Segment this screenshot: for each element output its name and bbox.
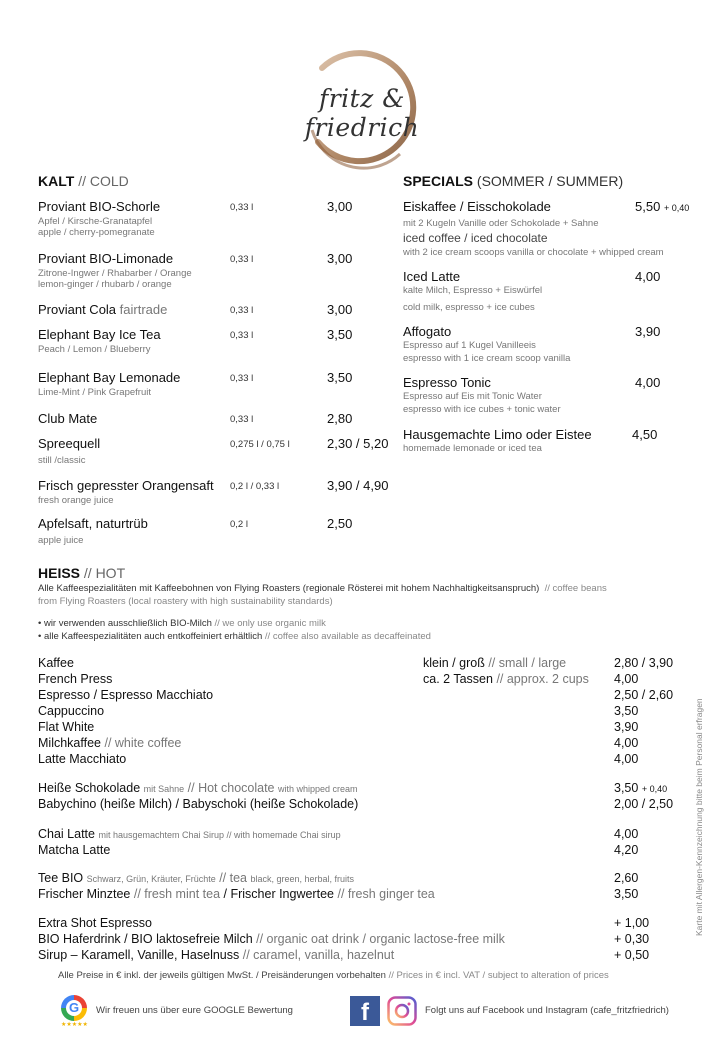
heiss-schoko-row: Heiße Schokolade mit Sahne // Hot chocolate with whipped cream: [38, 781, 358, 795]
social-text: Folgt uns auf Facebook und Instagram (cafe_fritzfriedrich): [425, 1005, 669, 1016]
kalt-item-price: 2,80: [327, 411, 353, 426]
kalt-item-volume: 0,33 l: [230, 202, 254, 213]
coffee-item-name: Latte Macchiato: [38, 752, 127, 766]
kalt-item-name: Frisch gepresster Orangensaft: [38, 478, 214, 493]
special-icedlatte-name: Iced Latte: [403, 269, 461, 284]
kalt-item-sub: fresh orange juice: [38, 495, 114, 506]
coffee-item-name: Flat White: [38, 720, 95, 734]
heiss-title-en: // HOT: [83, 565, 126, 581]
coffee-item-price: 4,00: [614, 736, 639, 750]
kalt-item-price: 3,00: [327, 251, 353, 266]
coffee-item-price: 2,50 / 2,60: [614, 688, 674, 702]
heiss-chai-row: Chai Latte mit hausgemachtem Chai Sirup // with homemade Chai sirup: [38, 827, 341, 841]
heiss-baby-price: 2,00 / 2,50: [614, 797, 674, 811]
kalt-item-sub: Peach / Lemon / Blueberry: [38, 344, 151, 355]
kalt-item-name: Proviant Cola fairtrade: [38, 302, 168, 317]
kalt-item-price: 3,00: [327, 302, 353, 317]
logo: [282, 42, 442, 170]
heiss-tee-row: Tee BIO Schwarz, Grün, Kräuter, Früchte // tea black, green, herbal, fruits: [38, 871, 355, 885]
kalt-item-volume: 0,33 l: [230, 373, 254, 384]
kalt-item-sub: Apfel / Kirsche-Granatapfel: [38, 216, 153, 227]
coffee-item-name: Cappuccino: [38, 704, 105, 718]
kalt-item-volume: 0,33 l: [230, 254, 254, 265]
coffee-item-price: 3,50: [614, 704, 639, 718]
special-eiskaffee-price: 5,50 + 0,40: [635, 199, 690, 214]
heiss-minz-price: 3,50: [614, 887, 639, 901]
kalt-item-name: Proviant BIO-Schorle: [38, 199, 161, 214]
special-affogato-sub2: espresso with 1 ice cream scoop vanilla: [403, 353, 571, 364]
kalt-item-name: Proviant BIO-Limonade: [38, 251, 174, 266]
heiss-intro-line1: Alle Kaffeespezialitäten mit Kaffeebohnen von Flying Roasters (regionale Rösterei mit hohem Nachhaltigkeitsanspruch) // coffee beans: [38, 583, 607, 594]
special-eiskaffee-sub2: with 2 ice cream scoops vanilla or chocolate + whipped cream: [403, 247, 664, 258]
extra-item-price: + 0,50: [614, 948, 650, 962]
allergen-side-note: Karte mit Allergen-Kennzeichnung bitte beim Personal erfragen: [694, 698, 704, 936]
special-icedlatte-sub1: kalte Milch, Espresso + Eiswürfel: [403, 285, 543, 296]
heiss-matcha-price: 4,20: [614, 843, 639, 857]
kalt-title: KALT: [38, 173, 75, 189]
kalt-item-price: 3,50: [327, 370, 353, 385]
specials-title: SPECIALS: [403, 173, 474, 189]
kalt-title-en: // COLD: [78, 173, 129, 189]
kalt-item-sub: Zitrone-Ingwer / Rhabarber / Orange: [38, 268, 192, 279]
coffee-item-name: Kaffee: [38, 656, 74, 670]
coffee-item-price: 4,00: [614, 672, 639, 686]
extra-item-name: BIO Haferdrink / BIO laktosefreie Milch // organic oat drink / organic lactose-free milk: [38, 932, 505, 946]
special-eiskaffee-name: Eiskaffee / Eisschokolade: [403, 199, 551, 214]
heiss-tee-price: 2,60: [614, 871, 639, 885]
heiss-title: HEISS: [38, 565, 81, 581]
kalt-item-price: 3,90 / 4,90: [327, 478, 389, 493]
instagram-icon[interactable]: [387, 996, 417, 1026]
special-limo-sub1: homemade lemonade or iced tea: [403, 443, 542, 454]
kalt-item-sub: still /classic: [38, 455, 86, 466]
special-icedlatte-sub2: cold milk, espresso + ice cubes: [403, 302, 535, 313]
kalt-item-sub-en: lemon-ginger / rhubarb / orange: [38, 279, 172, 290]
google-review-text: Wir freuen uns über eure GOOGLE Bewertung: [96, 1005, 293, 1016]
kalt-item-name: Elephant Bay Ice Tea: [38, 327, 161, 342]
special-icedlatte-price: 4,00: [635, 269, 661, 284]
kalt-item-sub-en: apple / cherry-pomegranate: [38, 227, 155, 238]
google-icon: G: [61, 995, 87, 1021]
heiss-bullet-decaf: • alle Kaffeespezialitäten auch entkoffeiniert erhältlich // coffee also available as decaffeinated: [38, 631, 431, 642]
coffee-item-price: 4,00: [614, 752, 639, 766]
heiss-minz-row: Frischer Minztee // fresh mint tea / Frischer Ingwertee // fresh ginger tea: [38, 887, 435, 901]
coffee-item-name: French Press: [38, 672, 113, 686]
kalt-item-sub: Lime-Mint / Pink Grapefruit: [38, 387, 151, 398]
heiss-schoko-price: 3,50 + 0,40: [614, 781, 668, 795]
special-limo-price: 4,50: [632, 427, 658, 442]
kalt-item-sub: apple juice: [38, 535, 84, 546]
special-affogato-name: Affogato: [403, 324, 452, 339]
kalt-item-name: Elephant Bay Lemonade: [38, 370, 181, 385]
special-tonic-price: 4,00: [635, 375, 661, 390]
special-eiskaffee-en: iced coffee / iced chocolate: [403, 231, 548, 245]
specials-heading: [403, 173, 623, 189]
kalt-heading: [38, 173, 129, 189]
special-tonic-sub1: Espresso auf Eis mit Tonic Water: [403, 391, 542, 402]
extra-item-name: Extra Shot Espresso: [38, 916, 152, 930]
special-affogato-price: 3,90: [635, 324, 661, 339]
heiss-heading: [38, 565, 125, 581]
special-limo-name: Hausgemachte Limo oder Eistee: [403, 427, 592, 442]
kalt-item-name: Apfelsaft, naturtrüb: [38, 516, 148, 531]
kalt-item-volume: 0,2 l: [230, 519, 248, 530]
kalt-item-volume: 0,33 l: [230, 330, 254, 341]
heiss-intro-line2: from Flying Roasters (local roastery with high sustainability standards): [38, 596, 333, 607]
footer-prices: Alle Preise in € inkl. der jeweils gültigen MwSt. / Preisänderungen vorbehalten // Prices in € incl. VAT / subject to alteration of prices: [58, 970, 609, 981]
special-tonic-name: Espresso Tonic: [403, 375, 491, 390]
coffee-item-name: Milchkaffee // white coffee: [38, 736, 182, 750]
heiss-chai-price: 4,00: [614, 827, 639, 841]
facebook-icon[interactable]: f: [350, 996, 380, 1026]
kalt-item-price: 3,50: [327, 327, 353, 342]
coffee-item-price: 2,80 / 3,90: [614, 656, 674, 670]
kalt-item-volume: 0,33 l: [230, 305, 254, 316]
coffee-item-size: klein / groß // small / large: [423, 656, 567, 670]
kalt-item-name: Spreequell: [38, 436, 101, 451]
coffee-item-price: 3,90: [614, 720, 639, 734]
kalt-item-volume: 0,2 l / 0,33 l: [230, 481, 280, 492]
coffee-item-size: ca. 2 Tassen // approx. 2 cups: [423, 672, 589, 686]
heiss-baby-name: Babychino (heiße Milch) / Babyschoki (heiße Schokolade): [38, 797, 359, 811]
special-tonic-sub2: espresso with ice cubes + tonic water: [403, 404, 561, 415]
extra-item-price: + 0,30: [614, 932, 650, 946]
kalt-item-price: 3,00: [327, 199, 353, 214]
extra-item-price: + 1,00: [614, 916, 650, 930]
special-affogato-sub1: Espresso auf 1 Kugel Vanilleeis: [403, 340, 536, 351]
special-eiskaffee-sub1: mit 2 Kugeln Vanille oder Schokolade + Sahne: [403, 218, 599, 229]
specials-title-en: (SOMMER / SUMMER): [476, 173, 624, 189]
coffee-item-name: Espresso / Espresso Macchiato: [38, 688, 214, 702]
heiss-bullet-milk: • wir verwenden ausschließlich BIO-Milch // we only use organic milk: [38, 618, 326, 629]
kalt-item-price: 2,50: [327, 516, 353, 531]
heiss-matcha-name: Matcha Latte: [38, 843, 111, 857]
kalt-item-name: Club Mate: [38, 411, 98, 426]
kalt-item-volume: 0,275 l / 0,75 l: [230, 439, 290, 450]
rating-stars: ★★★★★: [61, 1022, 88, 1028]
kalt-item-volume: 0,33 l: [230, 414, 254, 425]
extra-item-name: Sirup – Karamell, Vanille, Haselnuss // caramel, vanilla, hazelnut: [38, 948, 395, 962]
kalt-item-price: 2,30 / 5,20: [327, 436, 389, 451]
logo-text: fritz & friedrich: [304, 84, 420, 142]
google-logo[interactable]: [61, 995, 89, 1031]
